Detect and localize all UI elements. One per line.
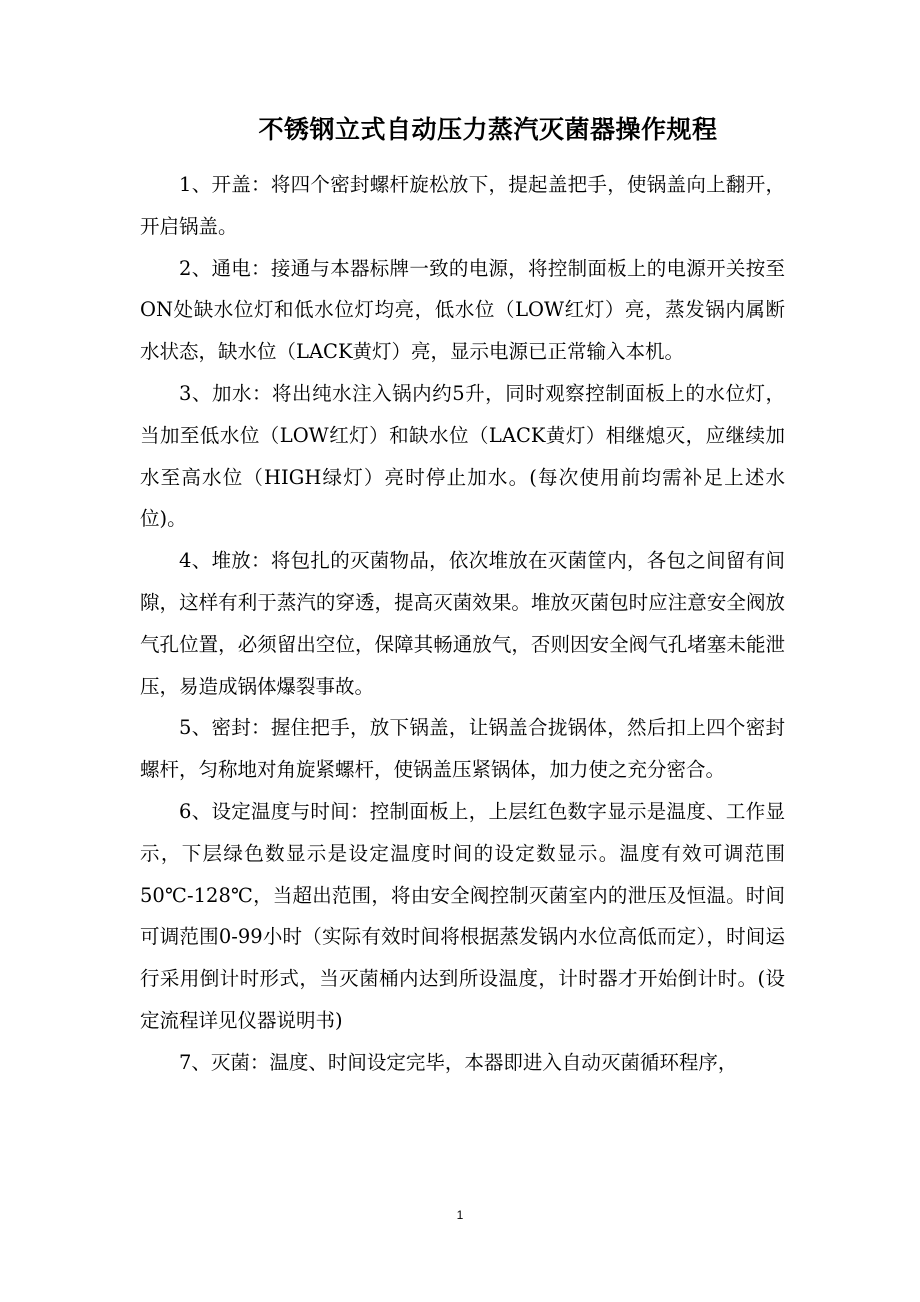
paragraph-power-on: 2、通电：接通与本器标牌一致的电源，将控制面板上的电源开关按至ON处缺水位灯和低水位灯均亮，低水位（LOW红灯）亮，蒸发锅内属断水状态，缺水位（LACK黄灯）亮，显示电源已正常输入本机。 (140, 256, 785, 364)
paragraph-open-lid: 1、开盖：将四个密封螺杆旋松放下，提起盖把手，使锅盖向上翻开，开启锅盖。 (140, 173, 785, 238)
document-body (140, 164, 785, 1084)
paragraph-set-temperature-time: 6、设定温度与时间：控制面板上，上层红色数字显示是温度、工作显示，下层绿色数显示是设定温度时间的设定数显示。温度有效可调范围50℃-128℃，当超出范围，将由安全阀控制灭菌室内的泄压及恒温。时间可调范围0-99小时（实际有效时间将根据蒸发锅内水位高低而定），时间运行采用倒计时形式，当灭菌桶内达到所设温度，计时器才开始倒计时。(设定流程详见仪器说明书) (140, 799, 785, 1032)
document-title: 不锈钢立式自动压力蒸汽灭菌器操作规程 (258, 115, 718, 144)
page-number: 1 (456, 1208, 464, 1222)
paragraph-sealing: 5、密封：握住把手，放下锅盖，让锅盖合拢锅体，然后扣上四个密封螺杆，匀称地对角旋紧螺杆，使锅盖压紧锅体，加力使之充分密合。 (140, 716, 785, 782)
paragraph-add-water: 3、加水：将出纯水注入锅内约5升，同时观察控制面板上的水位灯，当加至低水位（LOW红灯）和缺水位（LACK黄灯）相继熄灭，应继续加水至高水位（HIGH绿灯）亮时停止加水。(每次使用前均需补足上述水位)。 (140, 381, 785, 531)
paragraph-stacking: 4、堆放：将包扎的灭菌物品，依次堆放在灭菌筐内，各包之间留有间隙，这样有利于蒸汽的穿透，提高灭菌效果。堆放灭菌包时应注意安全阀放气孔位置，必须留出空位，保障其畅通放气，否则因安全阀气孔堵塞未能泄压，易造成锅体爆裂事故。 (140, 549, 785, 698)
paragraph-sterilization: 7、灭菌：温度、时间设定完毕，本器即进入自动灭菌循环程序， (179, 1050, 738, 1074)
